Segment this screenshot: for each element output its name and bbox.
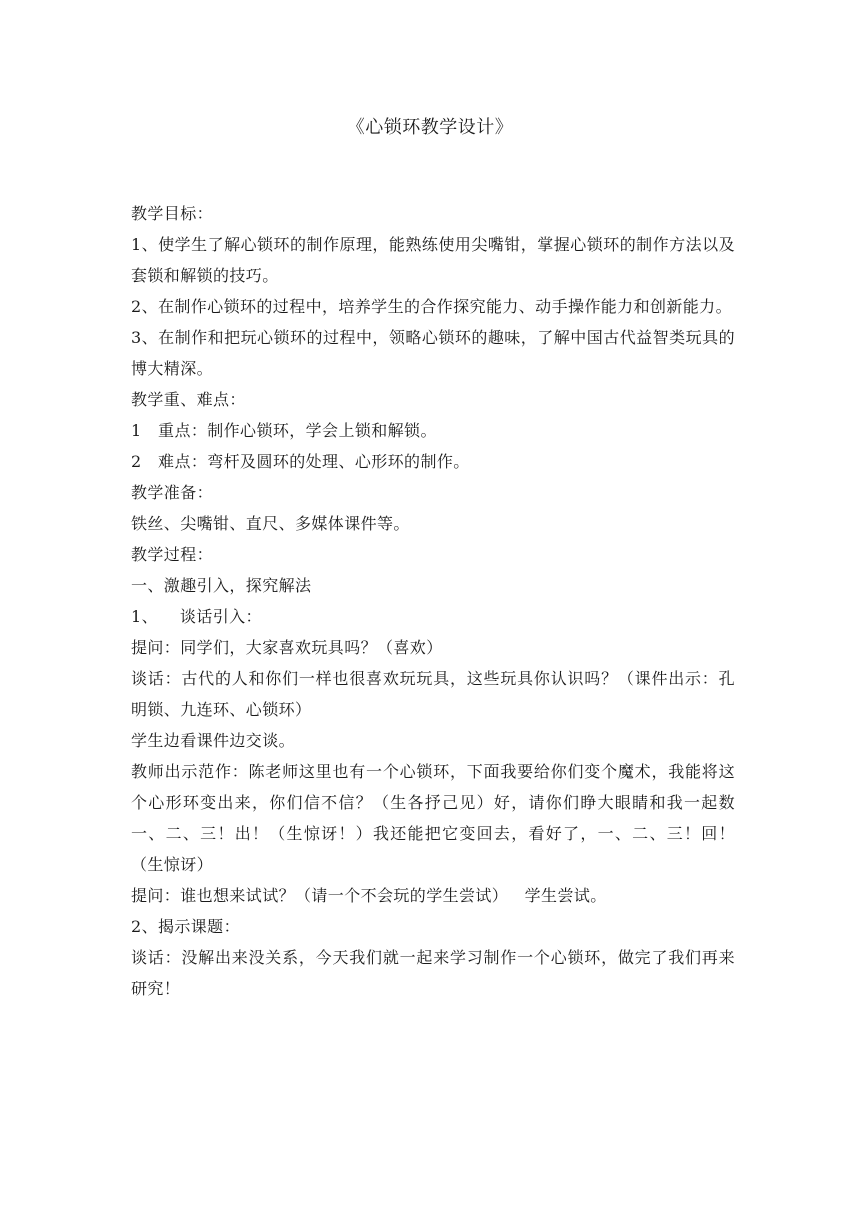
key-point-item: 2 难点：弯杆及圆环的处理、心形环的制作。	[131, 452, 470, 471]
preparation-items: 铁丝、尖嘴钳、直尺、多媒体课件等。	[131, 514, 410, 533]
paragraph: 提问：谁也想来试试？（请一个不会玩的学生尝试） 学生尝试。	[131, 886, 607, 905]
objectives-heading: 教学目标：	[131, 204, 214, 223]
preparation-heading: 教学准备：	[131, 483, 214, 502]
paragraph: 学生边看课件边交谈。	[131, 731, 296, 750]
step-heading: 1、 谈话引入：	[131, 607, 262, 626]
process-heading: 教学过程：	[131, 545, 214, 564]
objective-item: 2、在制作心锁环的过程中，培养学生的合作探究能力、动手操作能力和创新能力。	[131, 297, 732, 316]
objective-item: 1、使学生了解心锁环的制作原理，能熟练使用尖嘴钳，掌握心锁环的制作方法以及套锁和解锁的技巧。	[131, 235, 735, 285]
document-body	[131, 198, 735, 1004]
paragraph: 教师出示范作：陈老师这里也有一个心锁环，下面我要给你们变个魔术，我能将这个心形环变出来，你们信不信？（生各抒己见）好，请你们睁大眼睛和我一起数一、二、三！出！（生惊讶！）我还能把它变回去，看好了，一、二、三！回！（生惊讶）	[131, 762, 735, 874]
section-heading: 一、激趣引入，探究解法	[131, 576, 312, 595]
key-point-item: 1 重点：制作心锁环，学会上锁和解锁。	[131, 421, 437, 440]
step-heading: 2、揭示课题：	[131, 917, 240, 936]
paragraph: 谈话：古代的人和你们一样也很喜欢玩玩具，这些玩具你认识吗？（课件出示：孔明锁、九连环、心锁环）	[131, 669, 735, 719]
objective-item: 3、在制作和把玩心锁环的过程中，领略心锁环的趣味，了解中国古代益智类玩具的博大精深。	[131, 328, 735, 378]
paragraph: 提问：同学们，大家喜欢玩具吗？（喜欢）	[131, 638, 443, 657]
paragraph: 谈话：没解出来没关系，今天我们就一起来学习制作一个心锁环，做完了我们再来研究！	[131, 948, 735, 998]
key-points-heading: 教学重、难点：	[131, 390, 246, 409]
document-title: 《心锁环教学设计》	[346, 117, 514, 138]
